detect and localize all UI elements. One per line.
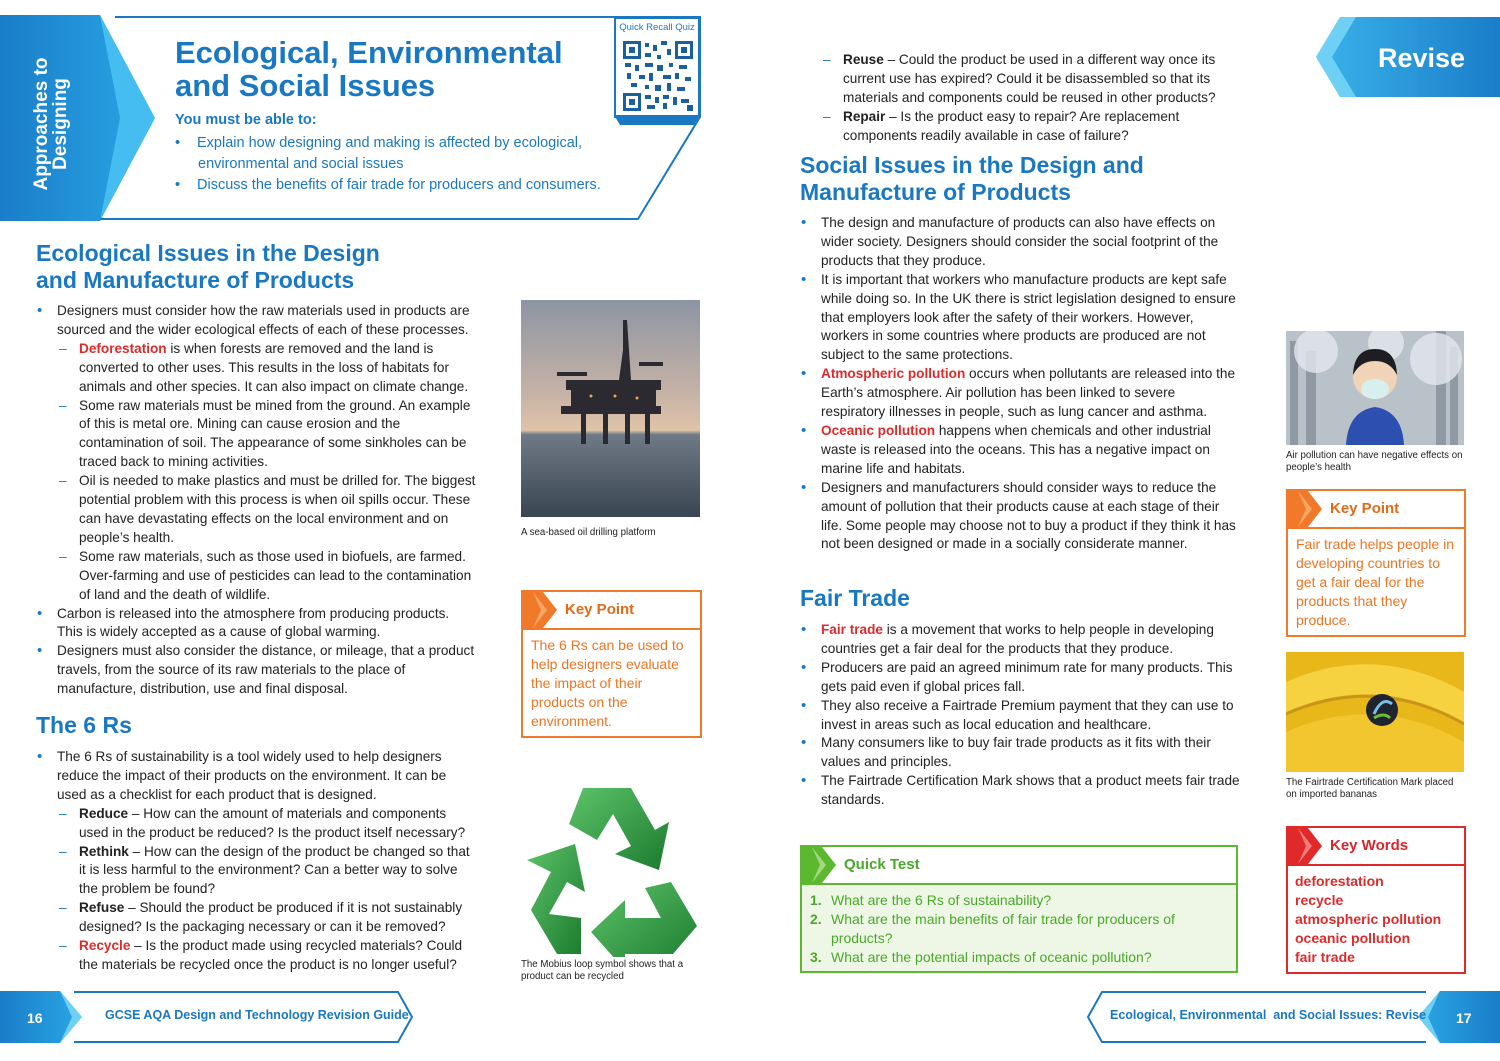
list-item: • They also receive a Fairtrade Premium payment that they can use to invest in areas such as local education and healthcare. <box>800 697 1241 735</box>
key-word: deforestation <box>1295 873 1384 889</box>
key-word: atmospheric pollution <box>1295 911 1442 927</box>
key-point-tab-icon <box>523 592 557 628</box>
key-word: oceanic pollution <box>1295 930 1411 946</box>
must-label: You must be able to: <box>175 112 317 128</box>
six-rs-heading: The 6 Rs <box>36 712 132 738</box>
list-item: – Reduce – How can the amount of materials and components used in the product be reduced? Is the product itself necessary? <box>57 805 478 843</box>
list-item: • Atmospheric pollution occurs when pollutants are released into the Earth’s atmosphere. Air pollution has been linked to severe respiratory illnesses in people, such as lung cancer and asthma. <box>800 365 1241 422</box>
key-point-text: The 6 Rs can be used to help designers evaluate the impact of their products on the environment. <box>531 637 684 729</box>
key-words-title: Key Words <box>1330 837 1409 854</box>
list-item: • Carbon is released into the atmosphere from producing products. This is widely accepted as a cause of global warming. <box>36 605 478 643</box>
list-item: • Designers must also consider the distance, or mileage, that a product travels, from the source of its raw materials to the place of manufacture, distribution, use and final disposal. <box>36 642 478 699</box>
page-number-right: 17 <box>1456 1010 1472 1026</box>
list-item: – Some raw materials must be mined from the ground. An example of this is metal ore. Mining can cause erosion and the contamination of soil. The appearance of some sinkholes can be traced back to mining activities. <box>57 397 478 473</box>
key-point-title: Key Point <box>565 601 635 618</box>
six-rs-section <box>36 748 478 975</box>
quiz-question: 3. What are the potential impacts of oceanic pollution? <box>810 949 1152 965</box>
key-words-box <box>1286 826 1466 974</box>
key-point-box-2 <box>1286 489 1466 637</box>
list-item: • The design and manufacture of products can also have effects on wider society. Designers should consider the social footprint of the products that they produce. <box>800 214 1241 271</box>
list-item: • Many consumers like to buy fair trade products as it fits with their values and principles. <box>800 734 1241 772</box>
list-item: – Rethink – How can the design of the product be changed so that it is less harmful to the environment? Can a better way to solve the problem be found? <box>57 843 478 900</box>
banana-photo <box>1286 652 1464 772</box>
key-word: fair trade <box>1295 949 1355 965</box>
page-number-left: 16 <box>27 1010 43 1026</box>
list-item: – Recycle – Is the product made using recycled materials? Could the materials be recycled once the product is no longer useful? <box>57 937 478 975</box>
quick-recall-quiz[interactable] <box>614 17 700 118</box>
list-item: • Designers and manufacturers should consider ways to reduce the amount of pollution that their products cause at each stage of their life. Some people may choose not to buy a product if they think it has not been designed or made in a socially considerate manner. <box>800 479 1241 555</box>
key-point-tab-icon <box>1288 491 1322 527</box>
eco-section <box>36 302 478 699</box>
objectives-list: • Explain how designing and making is affected by ecological, environmental and social issues • Discuss the benefits of fair trade for producers and consumers. <box>175 135 601 193</box>
list-item: – Repair – Is the product easy to repair? Are replacement components readily available in case of failure? <box>821 108 1241 146</box>
list-item: • Producers are paid an agreed minimum rate for many products. This gets paid even if global prices fall. <box>800 659 1241 697</box>
social-heading: Social Issues in the Design and Manufacture of Products <box>800 152 1144 205</box>
fair-trade-heading: Fair Trade <box>800 585 910 611</box>
social-section <box>800 214 1241 554</box>
list-item: • The 6 Rs of sustainability is a tool widely used to help designers reduce the impact of their products on the environment. It can be used as a checklist for each product that is designed. – Reduce – How can the amount of materials and components used in the product be reduced? Is the product itself necessary? – Rethink – How can the design of the product be changed so that it is less harmful to the environment? Can a better way to solve the problem be found? – Refuse – Should the product be produced if it is not sustainably designed? Is the packaging necessary or can it be removed? – Recycle – Is the product made using recycled materials? Could the materials be recycled once the product is no longer useful? <box>36 748 478 975</box>
six-rs-continued <box>821 51 1241 146</box>
list-item: • Fair trade is a movement that works to help people in developing countries get a fair deal for the products that they produce. <box>800 621 1241 659</box>
key-words-tab-icon <box>1288 828 1322 864</box>
quiz-question: 1. What are the 6 Rs of sustainability? <box>810 892 1052 908</box>
key-point-box-1 <box>521 590 702 738</box>
footer-right-title: Ecological, Environmental and Social Issues: Revise <box>1110 1008 1427 1022</box>
list-item: • Oceanic pollution happens when chemicals and other industrial waste is released into the oceans. This has a negative impact on marine life and habitats. <box>800 422 1241 479</box>
key-point-text: Fair trade helps people in developing countries to get a fair deal for the products that they produce. <box>1296 536 1454 628</box>
oil-platform-photo <box>521 300 700 517</box>
quick-test-title: Quick Test <box>844 856 920 873</box>
list-item: – Reuse – Could the product be used in a different way once its current use has expired? Could it be disassembled so that its materials and components could be reused in other products? <box>821 51 1241 108</box>
key-point-title: Key Point <box>1330 500 1400 517</box>
qr-code-icon <box>623 41 693 111</box>
air-caption: Air pollution can have negative effects on people’s health <box>1286 450 1463 473</box>
banana-caption: The Fairtrade Certification Mark placed on imported bananas <box>1286 777 1454 800</box>
qr-tab-icon <box>614 115 700 127</box>
list-item: – Oil is needed to make plastics and must be drilled for. The biggest potential problem with this process is when oil spills occur. These can have devastating effects on the local environment and on people’s health. <box>57 472 478 548</box>
key-word: recycle <box>1295 892 1344 908</box>
qr-label: Quick Recall Quiz <box>619 22 695 33</box>
footer-left-title: GCSE AQA Design and Technology Revision Guide <box>105 1008 409 1022</box>
eco-heading: Ecological Issues in the Design and Manufacture of Products <box>36 240 380 293</box>
quick-test-box <box>800 845 1238 973</box>
list-item: • Designers must consider how the raw materials used in products are sourced and the wider ecological effects of each of these processes. – Deforestation is when forests are removed and the land is converted to other uses. This results in the loss of habitats for animals and other species. It can also impact on climate change. – Some raw materials must be mined from the ground. An example of this is metal ore. Mining can cause erosion and the contamination of soil. The appearance of some sinkholes can be traced back to mining activities. – Oil is needed to make plastics and must be drilled for. The biggest potential problem with this process is when oil spills occur. These can have devastating effects on the local environment and on people’s health. – Some raw materials, such as those used in biofuels, are farmed. Over-farming and use of pesticides can lead to the contamination of land and the death of wildlife. <box>36 302 478 605</box>
mobius-caption: The Mobius loop symbol shows that a product can be recycled <box>521 959 684 982</box>
revise-label: Revise <box>1378 43 1466 73</box>
list-item: – Deforestation is when forests are removed and the land is converted to other uses. This results in the loss of habitats for animals and other species. It can also impact on climate change. <box>57 340 478 397</box>
page-title: Ecological, Environmental and Social Issues <box>175 35 563 103</box>
recycle-icon <box>521 782 701 957</box>
air-pollution-photo <box>1286 331 1464 445</box>
list-item: • The Fairtrade Certification Mark shows that a product meets fair trade standards. <box>800 772 1241 810</box>
list-item: – Refuse – Should the product be produced if it is not sustainably designed? Is the packaging necessary or can it be removed? <box>57 899 478 937</box>
fair-trade-section <box>800 621 1241 810</box>
quiz-question: 2. What are the main benefits of fair trade for producers of products? <box>810 911 1175 946</box>
side-tab-label: Approaches to Designing <box>31 57 71 191</box>
list-item: – Some raw materials, such as those used in biofuels, are farmed. Over-farming and use of pesticides can lead to the contamination of land and the death of wildlife. <box>57 548 478 605</box>
list-item: • It is important that workers who manufacture products are kept safe while doing so. In the UK there is strict legislation designed to ensure that employers look after the safety of their workers. However, workers in some countries where products are produced are not subject to the same protections. <box>800 271 1241 366</box>
quick-test-tab-icon <box>802 847 836 883</box>
oil-caption: A sea-based oil drilling platform <box>521 527 656 538</box>
